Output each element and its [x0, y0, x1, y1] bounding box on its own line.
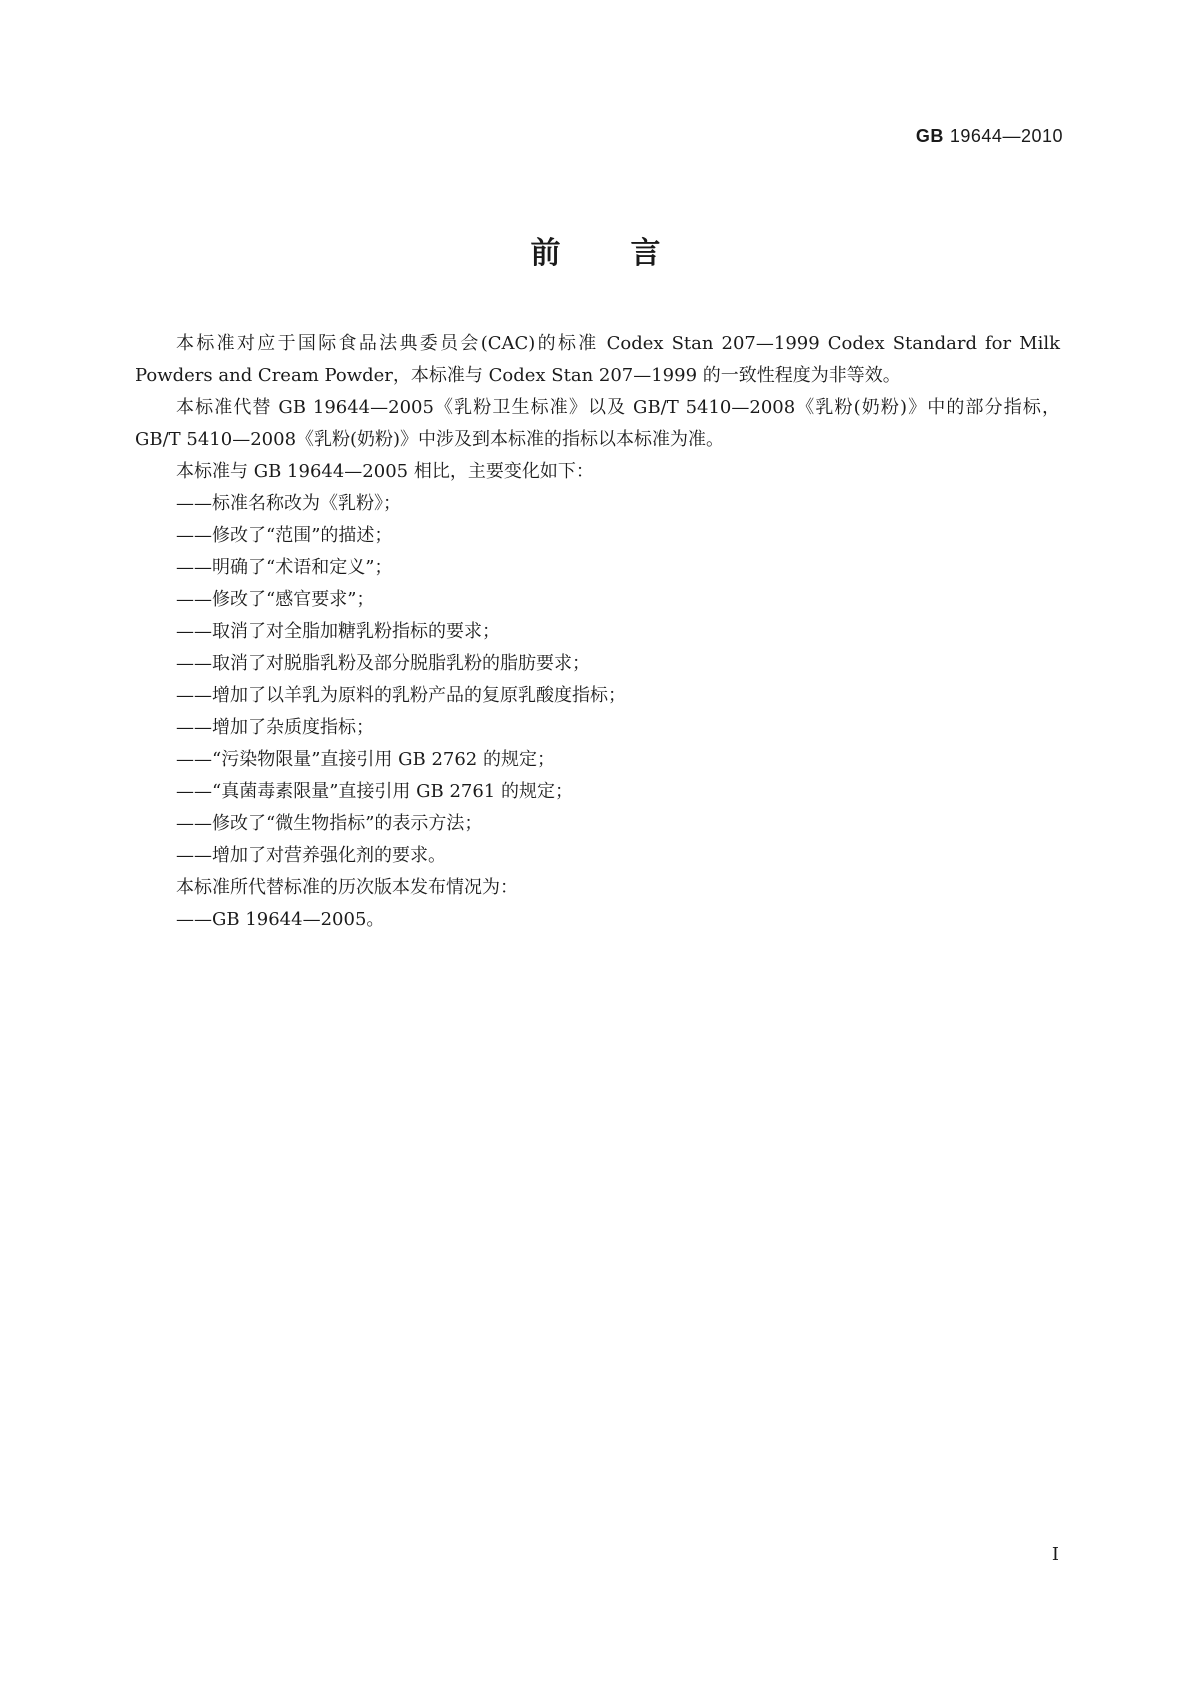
paragraph-changes-intro: 本标准与 GB 19644—2005 相比，主要变化如下： [176, 461, 594, 482]
list-item: ——增加了对营养强化剂的要求。 [176, 845, 446, 866]
list-item: ——修改了“感官要求”； [176, 589, 375, 610]
standard-code-header [916, 126, 1063, 147]
list-item: ——取消了对全脂加糖乳粉指标的要求； [176, 621, 500, 642]
standard-code-number: 19644—2010 [949, 126, 1063, 146]
page-title: 前言 [530, 236, 731, 271]
list-item: ——“污染物限量”直接引用 GB 2762 的规定； [176, 749, 555, 770]
list-item: ——“真菌毒素限量”直接引用 GB 2761 的规定； [176, 781, 573, 802]
standard-code-prefix: GB [915, 126, 944, 146]
list-item: ——增加了杂质度指标； [176, 717, 374, 738]
list-item: ——明确了“术语和定义”； [176, 557, 393, 578]
list-item: ——修改了“范围”的描述； [176, 525, 393, 546]
paragraph-correspondence: 本标准对应于国际食品法典委员会(CAC)的标准 Codex Stan 207—1999 Codex Standard for Milk Powders and Cream Powder，本标准与 Codex Stan 207—1999 的一致性程度为非等效。 [135, 333, 1060, 386]
page-number: I [1051, 1544, 1059, 1565]
changes-list [135, 488, 1060, 872]
paragraph-history-intro: 本标准所代替标准的历次版本发布情况为： [176, 877, 518, 898]
document-body [135, 328, 1060, 936]
history-list [135, 904, 1060, 936]
list-item: ——取消了对脱脂乳粉及部分脱脂乳粉的脂肪要求； [176, 653, 590, 674]
list-item: ——GB 19644—2005。 [176, 909, 385, 930]
list-item: ——增加了以羊乳为原料的乳粉产品的复原乳酸度指标； [176, 685, 626, 706]
list-item: ——标准名称改为《乳粉》； [176, 493, 401, 514]
list-item: ——修改了“微生物指标”的表示方法； [176, 813, 483, 834]
paragraph-replacement: 本标准代替 GB 19644—2005《乳粉卫生标准》以及 GB/T 5410—2008《乳粉(奶粉)》中的部分指标，GB/T 5410—2008《乳粉(奶粉)》中涉及到本标准的指标以本标准为准。 [135, 397, 1060, 450]
